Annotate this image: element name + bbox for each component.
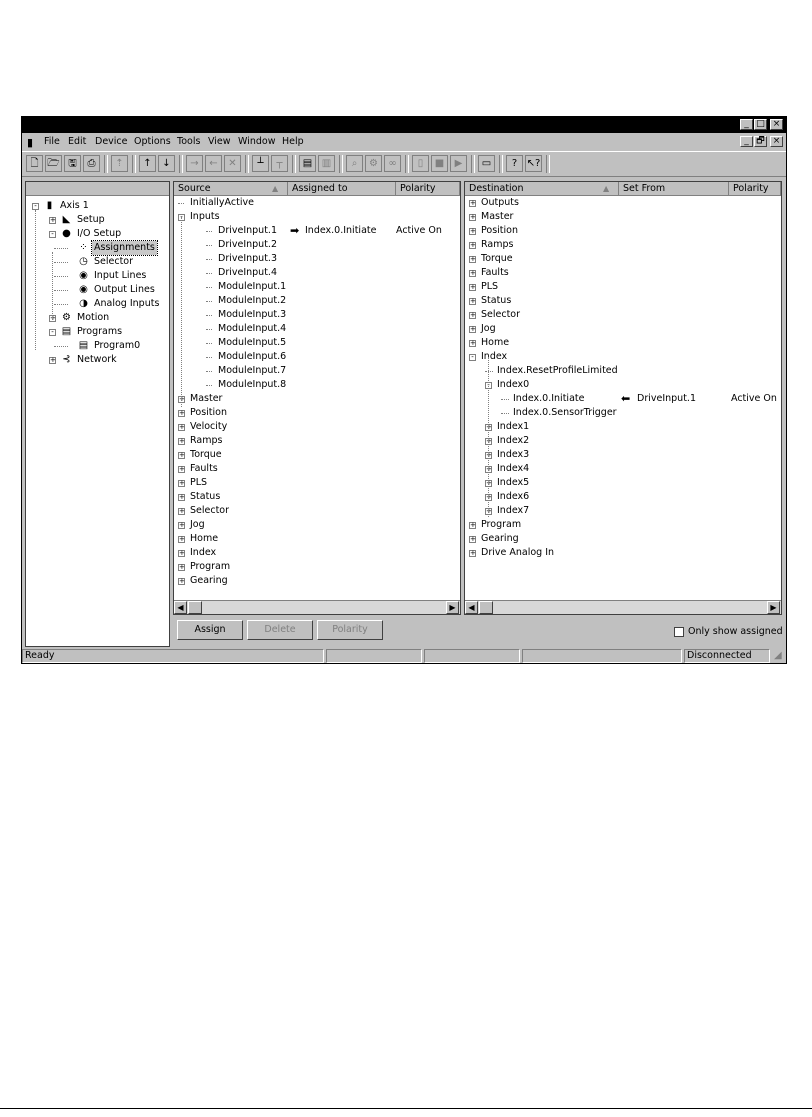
program-icon: ▤ <box>78 340 89 351</box>
set-from-arrow-icon: ⬅ <box>621 392 631 405</box>
destination-row[interactable] <box>465 280 781 294</box>
source-row[interactable] <box>174 434 460 448</box>
destination-row[interactable] <box>465 238 781 252</box>
tree-header <box>26 182 169 196</box>
tree-connector <box>54 290 68 291</box>
tree-item-label: Motion <box>77 312 110 323</box>
mdi-minimize-button[interactable]: _ <box>740 136 753 147</box>
collapse-icon[interactable]: - <box>469 354 476 361</box>
destination-label: Index.ResetProfileLimited <box>497 365 618 376</box>
destination-label: Position <box>481 225 518 236</box>
destination-label: Jog <box>481 323 496 334</box>
tree-item-label: Selector <box>94 256 134 267</box>
remove-index-icon[interactable]: ┬ <box>271 155 288 172</box>
menu-device[interactable]: Device <box>95 136 128 147</box>
scroll-right-icon[interactable]: ▶ <box>446 601 459 614</box>
expand-icon[interactable]: + <box>179 493 185 501</box>
only-show-assigned-checkbox[interactable] <box>674 627 684 637</box>
destination-row[interactable] <box>465 266 781 280</box>
connection-status: Disconnected <box>684 649 770 663</box>
tree-item-label: Network <box>77 354 117 365</box>
source-row[interactable] <box>174 336 460 350</box>
source-label: Program <box>190 561 231 572</box>
source-label: Velocity <box>190 421 228 432</box>
polarity-value: Active On <box>731 393 777 404</box>
drive-icon[interactable]: ▯ <box>412 155 429 172</box>
source-row[interactable] <box>174 546 460 560</box>
expand-icon[interactable]: + <box>179 549 185 557</box>
destination-label: Index4 <box>497 463 530 474</box>
collapse-icon[interactable]: - <box>178 214 185 221</box>
expand-icon[interactable]: + <box>179 507 185 515</box>
expand-icon[interactable]: + <box>470 283 476 291</box>
tree-connector <box>206 231 212 232</box>
source-label: Torque <box>190 449 222 460</box>
destination-label: Index.0.SensorTrigger <box>513 407 617 418</box>
tree-connector <box>206 273 212 274</box>
tree-item[interactable] <box>26 297 169 311</box>
tree-connector <box>206 343 212 344</box>
destination-label: Index6 <box>497 491 530 502</box>
tree-item-label: I/O Setup <box>77 228 122 239</box>
move-up-icon[interactable]: ↑ <box>139 155 156 172</box>
source-row[interactable] <box>174 476 460 490</box>
expand-icon[interactable]: + <box>179 577 185 585</box>
expand-icon[interactable]: + <box>470 213 476 221</box>
destination-label: Index2 <box>497 435 530 446</box>
expand-icon[interactable]: + <box>179 479 185 487</box>
source-row[interactable] <box>174 322 460 336</box>
source-row[interactable] <box>174 378 460 392</box>
destination-label: Master <box>481 211 514 222</box>
menu-bar <box>22 133 786 151</box>
source-list[interactable] <box>173 181 461 615</box>
destination-label: Index0 <box>497 379 530 390</box>
set-from-column-header[interactable]: Set From <box>619 182 729 196</box>
tree-item[interactable] <box>26 269 169 283</box>
destination-horizontal-scrollbar[interactable] <box>465 600 781 614</box>
tree-item-label: Programs <box>77 326 123 337</box>
menu-help[interactable]: Help <box>282 136 304 147</box>
destination-row[interactable] <box>465 504 781 518</box>
page-rule <box>0 1108 812 1109</box>
source-label: ModuleInput.7 <box>218 365 287 376</box>
destination-row[interactable] <box>465 434 781 448</box>
delete-button[interactable]: Delete <box>247 620 313 640</box>
source-label: Position <box>190 407 227 418</box>
selector-icon: ◷ <box>79 256 88 267</box>
destination-row[interactable] <box>465 224 781 238</box>
destination-row[interactable] <box>465 308 781 322</box>
source-row[interactable] <box>174 406 460 420</box>
source-label: Ramps <box>190 435 223 446</box>
expand-icon[interactable]: + <box>179 437 185 445</box>
destination-row[interactable] <box>465 252 781 266</box>
tree-connector <box>206 287 212 288</box>
tree-connector <box>54 248 68 249</box>
setup-icon: ◣ <box>62 214 71 225</box>
destination-label: Selector <box>481 309 521 320</box>
expand-icon[interactable]: + <box>470 269 476 277</box>
expand-icon[interactable]: + <box>179 465 185 473</box>
move-down-icon[interactable]: ↓ <box>158 155 175 172</box>
tree-connector <box>206 329 212 330</box>
open-icon[interactable]: 🗁 <box>45 155 62 172</box>
tree-item-label: Setup <box>77 214 105 225</box>
upload-icon[interactable]: ⇡ <box>111 155 128 172</box>
destination-row[interactable] <box>465 448 781 462</box>
destination-row[interactable] <box>465 518 781 532</box>
destination-label: Home <box>481 337 510 348</box>
source-row[interactable] <box>174 392 460 406</box>
assign-icon[interactable]: → <box>186 155 203 172</box>
drive-icon: ▮ <box>46 200 53 211</box>
mdi-restore-button[interactable]: 🗗 <box>754 136 767 147</box>
tree-item-label: Input Lines <box>94 270 147 281</box>
assign-arrow-icon: ➡ <box>290 224 300 237</box>
glasses-icon[interactable]: ∞ <box>384 155 401 172</box>
tree-item-label: Program0 <box>94 340 141 351</box>
expand-icon[interactable]: + <box>486 465 492 473</box>
scroll-left-icon[interactable]: ◀ <box>465 601 478 614</box>
source-row[interactable] <box>174 210 460 224</box>
input-lines-icon: ◉ <box>79 270 88 281</box>
source-label: Jog <box>190 519 205 530</box>
source-label: Selector <box>190 505 230 516</box>
destination-label: Torque <box>481 253 513 264</box>
destination-list[interactable] <box>464 181 782 615</box>
destination-label: Faults <box>481 267 509 278</box>
source-row[interactable] <box>174 196 460 210</box>
destination-row[interactable] <box>465 350 781 364</box>
expand-icon[interactable]: + <box>50 314 56 322</box>
expand-icon[interactable]: + <box>470 311 476 319</box>
tree-connector <box>501 413 509 414</box>
destination-row[interactable] <box>465 406 781 420</box>
source-row[interactable] <box>174 364 460 378</box>
source-row[interactable] <box>174 448 460 462</box>
menu-tools[interactable]: Tools <box>177 136 201 147</box>
assign-button[interactable]: Assign <box>177 620 243 640</box>
destination-row[interactable] <box>465 420 781 434</box>
source-label: Master <box>190 393 223 404</box>
tree-connector <box>485 371 493 372</box>
source-label: ModuleInput.8 <box>218 379 287 390</box>
destination-label: Index1 <box>497 421 530 432</box>
source-label: DriveInput.2 <box>218 239 277 250</box>
stop-icon[interactable]: ■ <box>431 155 448 172</box>
source-label: DriveInput.4 <box>218 267 277 278</box>
tree-item-label: Analog Inputs <box>94 298 160 309</box>
source-row[interactable] <box>174 224 460 238</box>
collapse-icon[interactable]: - <box>49 329 56 336</box>
tree-connector <box>206 385 212 386</box>
source-label: ModuleInput.5 <box>218 337 287 348</box>
expand-icon[interactable]: + <box>470 241 476 249</box>
source-row[interactable] <box>174 294 460 308</box>
source-label: Index <box>190 547 217 558</box>
expand-icon[interactable]: + <box>470 521 476 529</box>
context-help-icon[interactable]: ↖? <box>525 155 542 172</box>
source-label: ModuleInput.6 <box>218 351 287 362</box>
destination-column-header[interactable]: Destination ▲ <box>465 182 619 196</box>
tree-item[interactable] <box>26 213 169 227</box>
source-label: ModuleInput.4 <box>218 323 287 334</box>
expand-icon[interactable]: + <box>470 325 476 333</box>
destination-label: Index <box>481 351 508 362</box>
destination-row[interactable] <box>465 378 781 392</box>
project-tree[interactable] <box>25 181 170 647</box>
source-label: InitiallyActive <box>190 197 254 208</box>
tree-item[interactable] <box>26 283 169 297</box>
destination-row[interactable] <box>465 294 781 308</box>
source-label: Inputs <box>190 211 220 222</box>
source-label: PLS <box>190 477 208 488</box>
mdi-close-button[interactable]: × <box>770 136 783 147</box>
polarity-value: Active On <box>396 225 442 236</box>
destination-row[interactable] <box>465 490 781 504</box>
source-row[interactable] <box>174 266 460 280</box>
motion-icon: ⚙ <box>62 312 71 323</box>
expand-icon[interactable]: + <box>470 255 476 263</box>
network-icon: ⊰ <box>62 354 71 365</box>
status-bar <box>22 649 786 663</box>
tree-item[interactable] <box>26 255 169 269</box>
sort-arrow-icon: ▲ <box>272 184 279 193</box>
resize-grip-icon[interactable]: ◢ <box>774 650 782 661</box>
source-row[interactable] <box>174 574 460 588</box>
analog-inputs-icon: ◑ <box>79 298 88 309</box>
source-horizontal-scrollbar[interactable] <box>174 600 460 614</box>
expand-icon[interactable]: + <box>470 297 476 305</box>
add-index-icon[interactable]: ┴ <box>252 155 269 172</box>
destination-row[interactable] <box>465 532 781 546</box>
source-label: ModuleInput.3 <box>218 309 287 320</box>
set-from-value: DriveInput.1 <box>637 393 696 404</box>
destination-row[interactable] <box>465 196 781 210</box>
expand-icon[interactable]: + <box>470 549 476 557</box>
destination-label: Program <box>481 519 522 530</box>
new-icon[interactable]: 🗋 <box>26 155 43 172</box>
tree-connector <box>488 357 489 517</box>
destination-label: Status <box>481 295 512 306</box>
expand-icon[interactable]: + <box>50 356 56 364</box>
destination-row[interactable] <box>465 336 781 350</box>
menu-file[interactable]: File <box>44 136 60 147</box>
expand-icon[interactable]: + <box>179 451 185 459</box>
collapse-icon[interactable]: - <box>32 203 39 210</box>
source-label: Status <box>190 491 221 502</box>
source-label: ModuleInput.2 <box>218 295 287 306</box>
tree-connector <box>206 245 212 246</box>
source-row[interactable] <box>174 518 460 532</box>
source-row[interactable] <box>174 420 460 434</box>
toolbar <box>22 151 786 177</box>
tree-connector <box>54 304 68 305</box>
menu-options[interactable]: Options <box>134 136 171 147</box>
tree-connector <box>501 399 509 400</box>
expand-icon[interactable]: + <box>470 199 476 207</box>
unassign-icon[interactable]: ← <box>205 155 222 172</box>
expand-icon[interactable]: + <box>470 535 476 543</box>
io-setup-icon: ● <box>62 228 71 239</box>
polarity-button[interactable]: Polarity <box>317 620 383 640</box>
scroll-right-icon[interactable]: ▶ <box>767 601 780 614</box>
document-icon[interactable]: ▮ <box>27 136 34 149</box>
expand-icon[interactable]: + <box>179 535 185 543</box>
destination-label: Gearing <box>481 533 519 544</box>
tree-connector <box>52 252 53 322</box>
minimize-button[interactable]: _ <box>740 119 753 130</box>
only-show-assigned-label: Only show assigned <box>688 626 783 637</box>
expand-icon[interactable]: + <box>179 521 185 529</box>
expand-icon[interactable]: + <box>486 451 492 459</box>
destination-label: Index7 <box>497 505 530 516</box>
destination-row[interactable] <box>465 210 781 224</box>
tree-item[interactable] <box>26 227 169 241</box>
destination-label: Drive Analog In <box>481 547 555 558</box>
source-row[interactable] <box>174 462 460 476</box>
menu-edit[interactable]: Edit <box>68 136 87 147</box>
expand-icon[interactable]: + <box>486 479 492 487</box>
copy-icon[interactable]: ▥ <box>318 155 335 172</box>
source-label: Home <box>190 533 219 544</box>
expand-icon[interactable]: + <box>179 409 185 417</box>
tree-item[interactable] <box>26 353 169 367</box>
title-bar <box>22 117 786 133</box>
tree-connector <box>206 301 212 302</box>
expand-icon[interactable]: + <box>486 507 492 515</box>
source-row[interactable] <box>174 308 460 322</box>
expand-icon[interactable]: + <box>179 563 185 571</box>
destination-polarity-column-header[interactable]: Polarity <box>729 182 781 196</box>
destination-row[interactable] <box>465 546 781 560</box>
tree-connector <box>206 371 212 372</box>
expand-icon[interactable]: + <box>470 227 476 235</box>
tree-item-label: Assignments <box>94 242 155 253</box>
scroll-left-icon[interactable]: ◀ <box>174 601 187 614</box>
expand-icon[interactable]: + <box>179 395 185 403</box>
tree-item[interactable] <box>26 339 169 353</box>
destination-label: Outputs <box>481 197 519 208</box>
source-row[interactable] <box>174 560 460 574</box>
tree-connector <box>178 203 184 204</box>
menu-view[interactable]: View <box>208 136 231 147</box>
source-row[interactable] <box>174 532 460 546</box>
expand-icon[interactable]: + <box>486 437 492 445</box>
tree-connector <box>206 315 212 316</box>
tree-connector <box>181 217 182 407</box>
destination-row[interactable] <box>465 462 781 476</box>
destination-label: Index3 <box>497 449 530 460</box>
source-label: DriveInput.1 <box>218 225 277 236</box>
assignments-icon: ⁘ <box>79 242 88 253</box>
source-polarity-column-header[interactable]: Polarity <box>396 182 460 196</box>
tree-item[interactable] <box>26 199 169 213</box>
source-row[interactable] <box>174 350 460 364</box>
source-label: Gearing <box>190 575 228 586</box>
source-row[interactable] <box>174 252 460 266</box>
source-row[interactable] <box>174 238 460 252</box>
source-label: Faults <box>190 463 218 474</box>
tree-connector <box>35 210 36 350</box>
run-icon[interactable]: ▶ <box>450 155 467 172</box>
maximize-button[interactable]: □ <box>754 119 767 130</box>
output-lines-icon: ◉ <box>79 284 88 295</box>
help-icon[interactable]: ? <box>506 155 523 172</box>
scroll-thumb[interactable] <box>188 601 202 614</box>
collapse-icon[interactable]: - <box>485 382 492 389</box>
tree-connector <box>54 262 68 263</box>
menu-window[interactable]: Window <box>238 136 276 147</box>
expand-icon[interactable]: + <box>486 493 492 501</box>
expand-icon[interactable]: + <box>179 423 185 431</box>
status-text: Ready <box>22 649 324 663</box>
close-button[interactable]: × <box>770 119 783 130</box>
scroll-thumb[interactable] <box>479 601 493 614</box>
status-panel-3 <box>424 649 520 663</box>
tree-item-label: Output Lines <box>94 284 155 295</box>
print-icon[interactable]: ⎙ <box>83 155 100 172</box>
collapse-icon[interactable]: - <box>49 231 56 238</box>
source-label: DriveInput.3 <box>218 253 277 264</box>
status-panel-2 <box>326 649 422 663</box>
application-window <box>21 116 787 664</box>
programs-icon: ▤ <box>61 326 72 337</box>
destination-row[interactable] <box>465 364 781 378</box>
assigned-to-value: Index.0.Initiate <box>305 225 377 236</box>
destination-row[interactable] <box>465 392 781 406</box>
destination-label: PLS <box>481 281 499 292</box>
tree-connector <box>54 346 68 347</box>
tree-item[interactable] <box>26 325 169 339</box>
tree-connector <box>206 259 212 260</box>
zoom-icon[interactable]: ⌕ <box>346 155 363 172</box>
destination-row[interactable] <box>465 322 781 336</box>
save-icon[interactable]: 🖫 <box>64 155 81 172</box>
source-row[interactable] <box>174 504 460 518</box>
source-row[interactable] <box>174 280 460 294</box>
destination-label: Index5 <box>497 477 530 488</box>
source-row[interactable] <box>174 490 460 504</box>
tree-item[interactable] <box>26 311 169 325</box>
destination-row[interactable] <box>465 476 781 490</box>
destination-label: Index.0.Initiate <box>513 393 585 404</box>
expand-icon[interactable]: + <box>50 216 56 224</box>
source-label: ModuleInput.1 <box>218 281 287 292</box>
sort-arrow-icon: ▲ <box>603 184 610 193</box>
tree-connector <box>206 357 212 358</box>
properties-icon[interactable]: ▤ <box>299 155 316 172</box>
settings-icon[interactable]: ⚙ <box>365 155 382 172</box>
delete-icon[interactable]: ✕ <box>224 155 241 172</box>
assigned-to-column-header[interactable]: Assigned to <box>288 182 396 196</box>
status-panel-4 <box>522 649 682 663</box>
expand-icon[interactable]: + <box>486 423 492 431</box>
tree-item-label: Axis 1 <box>60 200 89 211</box>
tree-connector <box>54 276 68 277</box>
expand-icon[interactable]: + <box>470 339 476 347</box>
window-icon[interactable]: ▭ <box>478 155 495 172</box>
destination-label: Ramps <box>481 239 514 250</box>
source-column-header[interactable]: Source ▲ <box>174 182 288 196</box>
tree-item[interactable] <box>26 241 169 255</box>
